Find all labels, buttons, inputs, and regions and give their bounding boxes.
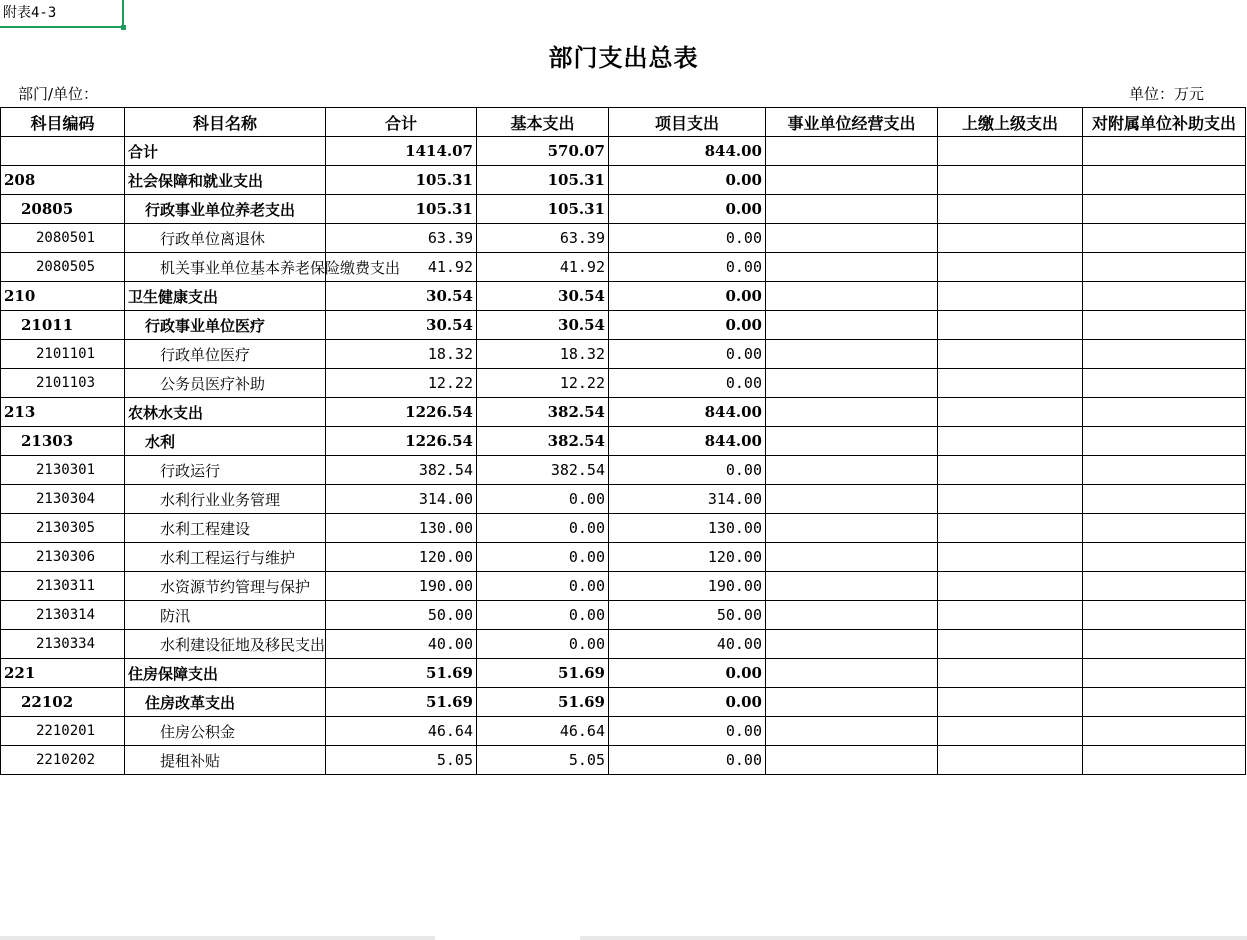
table-row [1, 456, 1246, 485]
business-cell[interactable] [766, 195, 938, 224]
table-row [1, 659, 1246, 688]
business-cell[interactable] [766, 717, 938, 746]
project-cell[interactable]: 0.00 [609, 195, 766, 224]
project-cell[interactable]: 844.00 [609, 137, 766, 166]
subsidy-cell[interactable] [1083, 746, 1246, 775]
remit-cell[interactable] [938, 311, 1083, 340]
name-cell[interactable]: 水利 [125, 427, 326, 456]
name-cell[interactable]: 行政单位医疗 [125, 340, 326, 369]
business-cell[interactable] [766, 137, 938, 166]
name-cell[interactable]: 水利建设征地及移民支出 [125, 630, 326, 659]
code-cell[interactable]: 2130304 [1, 485, 125, 514]
business-cell[interactable] [766, 601, 938, 630]
code-cell[interactable]: 2130334 [1, 630, 125, 659]
department-label: 部门/单位： [18, 85, 99, 103]
project-cell[interactable]: 314.00 [609, 485, 766, 514]
basic-cell[interactable]: 105.31 [477, 166, 609, 195]
total-cell[interactable]: 18.32 [326, 340, 477, 369]
business-cell[interactable] [766, 253, 938, 282]
name-cell[interactable]: 农林水支出 [125, 398, 326, 427]
remit-cell[interactable] [938, 659, 1083, 688]
total-cell[interactable]: 130.00 [326, 514, 477, 543]
code-cell[interactable]: 221 [1, 659, 125, 688]
remit-cell[interactable] [938, 340, 1083, 369]
name-cell[interactable]: 行政事业单位养老支出 [125, 195, 326, 224]
total-cell[interactable]: 63.39 [326, 224, 477, 253]
name-cell[interactable]: 水利行业业务管理 [125, 485, 326, 514]
unit-label: 单位：万元 [1128, 85, 1204, 103]
business-cell[interactable] [766, 659, 938, 688]
name-cell[interactable]: 提租补贴 [125, 746, 326, 775]
table-row [1, 485, 1246, 514]
total-cell[interactable]: 12.22 [326, 369, 477, 398]
header-cell[interactable]: 基本支出 [477, 108, 609, 137]
basic-cell[interactable]: 0.00 [477, 514, 609, 543]
name-cell[interactable]: 行政单位离退休 [125, 224, 326, 253]
business-cell[interactable] [766, 282, 938, 311]
project-cell[interactable]: 0.00 [609, 456, 766, 485]
basic-cell[interactable]: 0.00 [477, 543, 609, 572]
project-cell[interactable]: 0.00 [609, 688, 766, 717]
business-cell[interactable] [766, 485, 938, 514]
basic-cell[interactable]: 12.22 [477, 369, 609, 398]
project-cell[interactable]: 0.00 [609, 166, 766, 195]
subsidy-cell[interactable] [1083, 398, 1246, 427]
table-row [1, 340, 1246, 369]
basic-cell[interactable]: 51.69 [477, 688, 609, 717]
basic-cell[interactable]: 0.00 [477, 601, 609, 630]
name-cell[interactable]: 行政运行 [125, 456, 326, 485]
subsidy-cell[interactable] [1083, 688, 1246, 717]
code-cell[interactable]: 20805 [1, 195, 125, 224]
header-cell[interactable]: 项目支出 [609, 108, 766, 137]
basic-cell[interactable]: 382.54 [477, 456, 609, 485]
name-cell[interactable]: 机关事业单位基本养老保险缴费支出 [125, 253, 326, 282]
basic-cell[interactable]: 63.39 [477, 224, 609, 253]
code-cell[interactable]: 2130301 [1, 456, 125, 485]
table-row [1, 195, 1246, 224]
basic-cell[interactable]: 0.00 [477, 572, 609, 601]
subsidy-cell[interactable] [1083, 427, 1246, 456]
remit-cell[interactable] [938, 746, 1083, 775]
basic-cell[interactable]: 382.54 [477, 427, 609, 456]
project-cell[interactable]: 0.00 [609, 282, 766, 311]
remit-cell[interactable] [938, 688, 1083, 717]
subsidy-cell[interactable] [1083, 572, 1246, 601]
remit-cell[interactable] [938, 282, 1083, 311]
business-cell[interactable] [766, 688, 938, 717]
project-cell[interactable]: 0.00 [609, 659, 766, 688]
business-cell[interactable] [766, 224, 938, 253]
page-title: 部门支出总表 [548, 43, 699, 72]
total-cell[interactable]: 105.31 [326, 166, 477, 195]
name-cell[interactable]: 住房公积金 [125, 717, 326, 746]
remit-cell[interactable] [938, 572, 1083, 601]
table-row [1, 601, 1246, 630]
project-cell[interactable]: 130.00 [609, 514, 766, 543]
header-cell[interactable]: 上缴上级支出 [938, 108, 1083, 137]
business-cell[interactable] [766, 398, 938, 427]
remit-cell[interactable] [938, 456, 1083, 485]
code-cell[interactable]: 22102 [1, 688, 125, 717]
code-cell[interactable] [1, 137, 125, 166]
remit-cell[interactable] [938, 543, 1083, 572]
remit-cell[interactable] [938, 195, 1083, 224]
project-cell[interactable]: 50.00 [609, 601, 766, 630]
code-cell[interactable]: 208 [1, 166, 125, 195]
basic-cell[interactable]: 105.31 [477, 195, 609, 224]
code-cell[interactable]: 2080501 [1, 224, 125, 253]
basic-cell[interactable]: 0.00 [477, 485, 609, 514]
total-cell[interactable]: 40.00 [326, 630, 477, 659]
code-cell[interactable]: 2130311 [1, 572, 125, 601]
total-cell[interactable]: 120.00 [326, 543, 477, 572]
table-row [1, 137, 1246, 166]
code-cell[interactable]: 2210202 [1, 746, 125, 775]
project-cell[interactable]: 0.00 [609, 369, 766, 398]
remit-cell[interactable] [938, 717, 1083, 746]
name-cell[interactable]: 水利工程运行与维护 [125, 543, 326, 572]
basic-cell[interactable]: 51.69 [477, 659, 609, 688]
remit-cell[interactable] [938, 601, 1083, 630]
basic-cell[interactable]: 0.00 [477, 630, 609, 659]
subsidy-cell[interactable] [1083, 253, 1246, 282]
table-row [1, 427, 1246, 456]
name-cell[interactable]: 公务员医疗补助 [125, 369, 326, 398]
basic-cell[interactable]: 570.07 [477, 137, 609, 166]
code-cell[interactable]: 2101101 [1, 340, 125, 369]
table-row [1, 717, 1246, 746]
total-cell[interactable]: 41.92 [326, 253, 477, 282]
remit-cell[interactable] [938, 514, 1083, 543]
table-row [1, 543, 1246, 572]
table-row [1, 746, 1246, 775]
header-cell[interactable]: 对附属单位补助支出 [1083, 108, 1246, 137]
total-cell[interactable]: 5.05 [326, 746, 477, 775]
subsidy-cell[interactable] [1083, 137, 1246, 166]
basic-cell[interactable]: 30.54 [477, 282, 609, 311]
name-cell[interactable]: 防汛 [125, 601, 326, 630]
basic-cell[interactable]: 382.54 [477, 398, 609, 427]
total-cell[interactable]: 46.64 [326, 717, 477, 746]
basic-cell[interactable]: 41.92 [477, 253, 609, 282]
remit-cell[interactable] [938, 224, 1083, 253]
header-cell[interactable]: 科目编码 [1, 108, 125, 137]
subsidy-cell[interactable] [1083, 543, 1246, 572]
table-row [1, 398, 1246, 427]
table-row [1, 630, 1246, 659]
remit-cell[interactable] [938, 369, 1083, 398]
total-cell[interactable]: 105.31 [326, 195, 477, 224]
remit-cell[interactable] [938, 398, 1083, 427]
code-cell[interactable]: 21011 [1, 311, 125, 340]
subsidy-cell[interactable] [1083, 601, 1246, 630]
business-cell[interactable] [766, 340, 938, 369]
subsidy-cell[interactable] [1083, 340, 1246, 369]
name-cell[interactable]: 社会保障和就业支出 [125, 166, 326, 195]
name-cell[interactable]: 卫生健康支出 [125, 282, 326, 311]
code-cell[interactable]: 2130314 [1, 601, 125, 630]
business-cell[interactable] [766, 427, 938, 456]
business-cell[interactable] [766, 746, 938, 775]
total-cell[interactable]: 30.54 [326, 282, 477, 311]
project-cell[interactable]: 0.00 [609, 253, 766, 282]
remit-cell[interactable] [938, 427, 1083, 456]
project-cell[interactable]: 0.00 [609, 746, 766, 775]
subsidy-cell[interactable] [1083, 195, 1246, 224]
total-cell[interactable]: 1226.54 [326, 427, 477, 456]
remit-cell[interactable] [938, 485, 1083, 514]
code-cell[interactable]: 2210201 [1, 717, 125, 746]
total-cell[interactable]: 314.00 [326, 485, 477, 514]
code-cell[interactable]: 2130305 [1, 514, 125, 543]
active-cell[interactable]: 附表4-3 [0, 0, 124, 28]
code-cell[interactable]: 21303 [1, 427, 125, 456]
basic-cell[interactable]: 5.05 [477, 746, 609, 775]
expenditure-table [0, 107, 1246, 775]
total-cell[interactable]: 1414.07 [326, 137, 477, 166]
table-row [1, 572, 1246, 601]
table-row [1, 514, 1246, 543]
project-cell[interactable]: 0.00 [609, 224, 766, 253]
project-cell[interactable]: 0.00 [609, 717, 766, 746]
basic-cell[interactable]: 18.32 [477, 340, 609, 369]
name-cell[interactable]: 合计 [125, 137, 326, 166]
name-cell[interactable]: 水利工程建设 [125, 514, 326, 543]
total-cell[interactable]: 1226.54 [326, 398, 477, 427]
subsidy-cell[interactable] [1083, 282, 1246, 311]
header-cell[interactable]: 事业单位经营支出 [766, 108, 938, 137]
code-cell[interactable]: 2080505 [1, 253, 125, 282]
project-cell[interactable]: 0.00 [609, 340, 766, 369]
header-cell[interactable]: 科目名称 [125, 108, 326, 137]
project-cell[interactable]: 40.00 [609, 630, 766, 659]
name-cell[interactable]: 住房保障支出 [125, 659, 326, 688]
business-cell[interactable] [766, 630, 938, 659]
name-cell[interactable]: 住房改革支出 [125, 688, 326, 717]
business-cell[interactable] [766, 543, 938, 572]
total-cell[interactable]: 50.00 [326, 601, 477, 630]
remit-cell[interactable] [938, 166, 1083, 195]
table-row [1, 369, 1246, 398]
business-cell[interactable] [766, 311, 938, 340]
basic-cell[interactable]: 46.64 [477, 717, 609, 746]
business-cell[interactable] [766, 514, 938, 543]
sheet-tab-strip [0, 936, 1247, 940]
table-row [1, 311, 1246, 340]
business-cell[interactable] [766, 456, 938, 485]
basic-cell[interactable]: 30.54 [477, 311, 609, 340]
subsidy-cell[interactable] [1083, 456, 1246, 485]
table-row [1, 688, 1246, 717]
subsidy-cell[interactable] [1083, 514, 1246, 543]
header-row [1, 108, 1246, 137]
table-row [1, 282, 1246, 311]
subsidy-cell[interactable] [1083, 485, 1246, 514]
total-cell[interactable]: 190.00 [326, 572, 477, 601]
project-cell[interactable]: 844.00 [609, 427, 766, 456]
remit-cell[interactable] [938, 253, 1083, 282]
business-cell[interactable] [766, 166, 938, 195]
table-row [1, 253, 1246, 282]
total-cell[interactable]: 51.69 [326, 659, 477, 688]
code-cell[interactable]: 213 [1, 398, 125, 427]
subsidy-cell[interactable] [1083, 311, 1246, 340]
project-cell[interactable]: 120.00 [609, 543, 766, 572]
project-cell[interactable]: 0.00 [609, 311, 766, 340]
remit-cell[interactable] [938, 137, 1083, 166]
code-cell[interactable]: 2130306 [1, 543, 125, 572]
name-cell[interactable]: 行政事业单位医疗 [125, 311, 326, 340]
code-cell[interactable]: 2101103 [1, 369, 125, 398]
subsidy-cell[interactable] [1083, 369, 1246, 398]
project-cell[interactable]: 190.00 [609, 572, 766, 601]
total-cell[interactable]: 30.54 [326, 311, 477, 340]
subsidy-cell[interactable] [1083, 224, 1246, 253]
business-cell[interactable] [766, 572, 938, 601]
subsidy-cell[interactable] [1083, 630, 1246, 659]
code-cell[interactable]: 210 [1, 282, 125, 311]
header-cell[interactable]: 合计 [326, 108, 477, 137]
total-cell[interactable]: 51.69 [326, 688, 477, 717]
subsidy-cell[interactable] [1083, 717, 1246, 746]
table-row [1, 166, 1246, 195]
business-cell[interactable] [766, 369, 938, 398]
project-cell[interactable]: 844.00 [609, 398, 766, 427]
remit-cell[interactable] [938, 630, 1083, 659]
subsidy-cell[interactable] [1083, 166, 1246, 195]
subsidy-cell[interactable] [1083, 659, 1246, 688]
name-cell[interactable]: 水资源节约管理与保护 [125, 572, 326, 601]
total-cell[interactable]: 382.54 [326, 456, 477, 485]
table-row [1, 224, 1246, 253]
